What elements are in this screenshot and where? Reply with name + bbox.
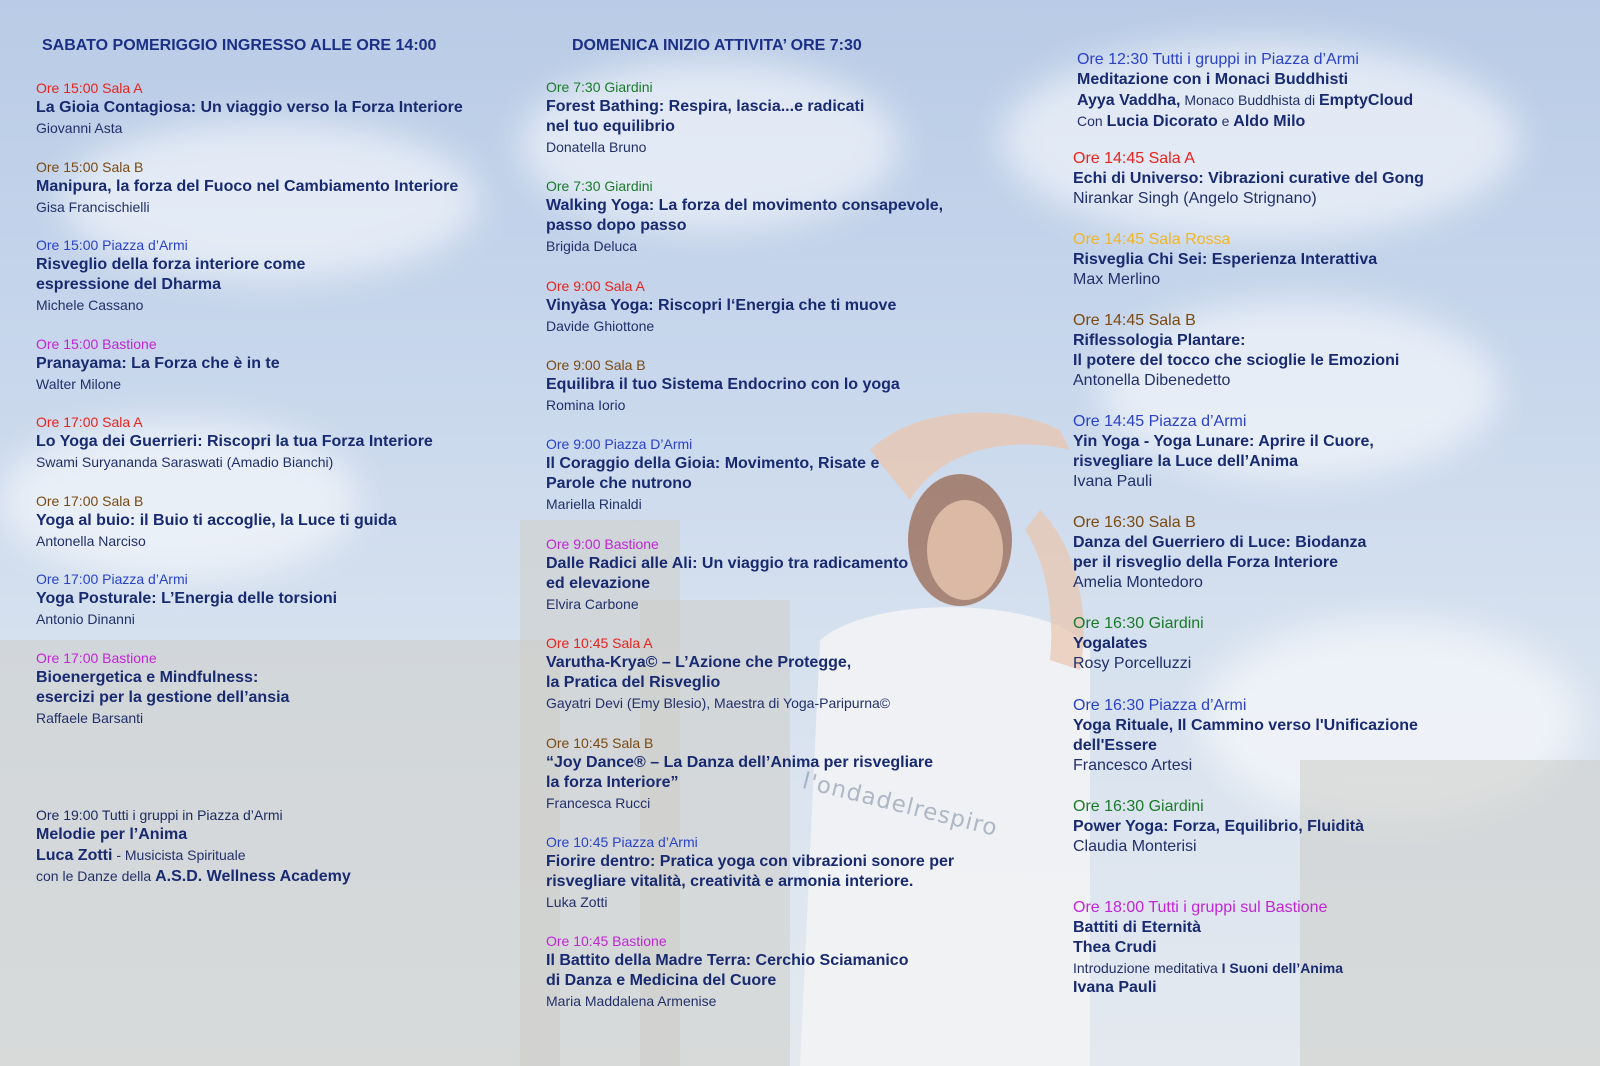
event-time: Ore 14:45 Sala Rossa [1073,231,1231,248]
event-time: Ore 7:30 Giardini [546,79,653,95]
event-title: Echi di Universo: Vibrazioni curative del Gong [1073,170,1424,187]
event-title: Il Coraggio della Gioia: Movimento, Risate e [546,455,880,472]
event-title: ed elevazione [546,575,651,592]
event-title: “Joy Dance® – La Danza dell’Anima per risvegliare [546,754,934,771]
event-title: Equilibra il tuo Sistema Endocrino con lo yoga [546,376,900,393]
event-item [546,733,933,813]
event-title: Il Battito della Madre Terra: Cerchio Sciamanico [546,952,909,969]
afternoon-first-event [1077,50,1413,132]
event-item [36,334,280,394]
speaker-role: - Musicista Spirituale [112,847,246,863]
event-time: Ore 9:00 Sala B [546,357,646,373]
event-time: Ore 16:30 Piazza d’Armi [1073,697,1247,714]
speaker-name: Antonio Dinanni [36,611,135,627]
event-item [546,77,864,157]
event-time: Ore 10:45 Piazza d’Armi [546,834,698,850]
event-time: Ore 14:45 Sala B [1073,312,1196,329]
afternoon-final-event [1073,898,1343,998]
event-item [1073,696,1418,776]
event-title: di Danza e Medicina del Cuore [546,972,777,989]
speaker-name: Walter Milone [36,376,122,392]
intro-prefix: Introduzione meditativa [1073,960,1222,976]
event-title: esercizi per la gestione dell’ansia [36,689,290,706]
event-time: Ore 19:00 Tutti i gruppi in Piazza d’Armi [36,807,283,823]
event-title: Parole che nutrono [546,475,692,492]
monk-role: Monaco Buddhista di [1180,92,1319,108]
speaker-name: Ivana Pauli [1073,473,1153,490]
event-title: Pranayama: La Forza che è in te [36,355,280,372]
sunday-header: DOMENICA INIZIO ATTIVITA’ ORE 7:30 [572,37,862,54]
event-title: risvegliare la Luce dell’Anima [1073,453,1298,470]
speaker-name: Max Merlino [1073,271,1161,288]
event-title: Meditazione con i Monaci Buddhisti [1077,71,1349,88]
event-time: Ore 15:00 Sala A [36,80,143,96]
and-conjunction: e [1217,113,1234,129]
event-item [1073,149,1424,209]
event-title: Risveglia Chi Sei: Esperienza Interattiva [1073,251,1378,268]
event-item [1073,311,1399,391]
guest-name: Aldo Milo [1233,113,1306,130]
saturday-final-event [36,805,351,887]
event-title: Il potere del tocco che scioglie le Emozioni [1073,352,1400,369]
event-time: Ore 15:00 Sala B [36,159,144,175]
event-title: passo dopo passo [546,217,687,234]
event-item [546,176,943,256]
event-item [36,235,305,315]
event-title: Manipura, la forza del Fuoco nel Cambiamento Interiore [36,178,459,195]
speaker-name: Ivana Pauli [1073,979,1157,996]
event-title: Danza del Guerriero di Luce: Biodanza [1073,534,1367,551]
monk-name: Ayya Vaddha, [1077,92,1181,109]
event-item [546,355,900,415]
event-title: Lo Yoga dei Guerrieri: Riscopri la tua Forza Interiore [36,433,433,450]
event-time: Ore 18:00 Tutti i gruppi sul Bastione [1073,899,1328,916]
speaker-name: Romina Iorio [546,397,626,413]
speaker-name: Donatella Bruno [546,139,647,155]
event-item [546,931,908,1011]
event-time: Ore 17:00 Piazza d’Armi [36,571,188,587]
speaker-name: Giovanni Asta [36,120,123,136]
speaker-name: Claudia Monterisi [1073,838,1197,855]
event-title: Walking Yoga: La forza del movimento consapevole, [546,197,944,214]
event-title: Varutha-Krya© – L’Azione che Protegge, [546,654,852,671]
event-item [546,276,896,336]
event-time: Ore 17:00 Sala A [36,414,143,430]
speaker-name: Antonella Narciso [36,533,146,549]
event-title: Yin Yoga - Yoga Lunare: Aprire il Cuore, [1073,433,1374,450]
event-item [546,832,954,912]
event-title: Vinyàsa Yoga: Riscopri l‘Energia che ti muove [546,297,897,314]
event-title: la Pratica del Risveglio [546,674,721,691]
intro-title: I Suoni dell’Anima [1221,960,1343,976]
speaker-name: Francesco Artesi [1073,757,1193,774]
event-title: Yoga al buio: il Buio ti accoglie, la Luce ti guida [36,512,397,529]
event-title: espressione del Dharma [36,276,221,293]
event-title: Melodie per l’Anima [36,826,188,843]
event-title: la forza Interiore” [546,774,679,791]
event-time: Ore 14:45 Piazza d’Armi [1073,413,1247,430]
speaker-name: Davide Ghiottone [546,318,655,334]
event-item [546,534,908,614]
event-title: Fiorire dentro: Pratica yoga con vibrazioni sonore per [546,853,955,870]
speaker-name: Luka Zotti [546,894,608,910]
event-item [1073,412,1374,492]
event-title: Yoga Rituale, Il Cammino verso l'Unificazione [1073,717,1418,734]
speaker-name: Michele Cassano [36,297,144,313]
saturday-header: SABATO POMERIGGIO INGRESSO ALLE ORE 14:00 [42,37,437,54]
event-title: Risveglio della forza interiore come [36,256,306,273]
event-time: Ore 15:00 Piazza d’Armi [36,237,188,253]
event-title: Forest Bathing: Respira, lascia...e radicati [546,98,865,115]
event-title: Yogalates [1073,635,1148,652]
event-time: Ore 17:00 Sala B [36,493,144,509]
event-time: Ore 15:00 Bastione [36,336,157,352]
event-item [36,78,463,138]
event-item [546,633,890,713]
academy-name: A.S.D. Wellness Academy [155,868,351,885]
speaker-name: Gisa Francischielli [36,199,150,215]
speaker-name: Elvira Carbone [546,596,639,612]
speaker-name: Maria Maddalena Armenise [546,993,717,1009]
organization-name: EmptyCloud [1318,92,1414,109]
speaker-name: Brigida Deluca [546,238,638,254]
speaker-name: Antonella Dibenedetto [1073,372,1231,389]
event-title: La Gioia Contagiosa: Un viaggio verso la Forza Interiore [36,99,463,116]
event-title: risvegliare vitalità, creatività e armonia interiore. [546,873,914,890]
event-item [1073,513,1366,593]
event-item [36,648,289,728]
event-title: per il risveglio della Forza Interiore [1073,554,1338,571]
event-time: Ore 14:45 Sala A [1073,150,1195,167]
event-time: Ore 16:30 Sala B [1073,514,1196,531]
event-time: Ore 9:00 Sala A [546,278,645,294]
event-time: Ore 9:00 Bastione [546,536,659,552]
event-time: Ore 16:30 Giardini [1073,615,1204,632]
speaker-name: Mariella Rinaldi [546,496,642,512]
event-item [1073,230,1377,290]
event-time: Ore 17:00 Bastione [36,650,157,666]
event-title: Riflessologia Plantare: [1073,332,1246,349]
guest-name: Lucia Dicorato [1106,113,1218,130]
speaker-name: Francesca Rucci [546,795,651,811]
event-title: Dalle Radici alle Ali: Un viaggio tra radicamento [546,555,909,572]
event-time: Ore 10:45 Bastione [546,933,667,949]
event-time: Ore 9:00 Piazza D’Armi [546,436,693,452]
dance-prefix: con le Danze della [36,868,156,884]
event-item [36,569,337,629]
event-title: Power Yoga: Forza, Equilibrio, Fluidità [1073,818,1364,835]
event-item [1073,797,1364,857]
event-title: Battiti di Eternità [1073,919,1202,936]
event-time: Ore 10:45 Sala A [546,635,653,651]
event-title: Yoga Posturale: L’Energia delle torsioni [36,590,338,607]
event-time: Ore 7:30 Giardini [546,178,653,194]
speaker-name: Raffaele Barsanti [36,710,144,726]
speaker-name: Nirankar Singh (Angelo Strignano) [1073,190,1317,207]
event-item [36,412,433,472]
event-title: dell'Essere [1073,737,1157,754]
speaker-name: Luca Zotti [36,847,113,864]
speaker-name: Rosy Porcelluzzi [1073,655,1192,672]
watermark-logo: l'ondadelrespiro [799,768,1001,842]
with-prefix: Con [1077,113,1107,129]
speaker-name: Swami Suryananda Saraswati (Amadio Bianchi) [36,454,334,470]
event-item [546,434,879,514]
event-item [1073,614,1204,674]
event-time: Ore 16:30 Giardini [1073,798,1204,815]
speaker-name: Amelia Montedoro [1073,574,1203,591]
event-item [36,157,458,217]
event-title: Bioenergetica e Mindfulness: [36,669,259,686]
speaker-name: Gayatri Devi (Emy Blesio), Maestra di Yoga-Paripurna© [546,695,891,711]
event-title: nel tuo equilibrio [546,118,675,135]
speaker-name: Thea Crudi [1073,939,1157,956]
event-time: Ore 10:45 Sala B [546,735,654,751]
event-time: Ore 12:30 Tutti i gruppi in Piazza d’Armi [1077,51,1359,68]
event-item [36,491,397,551]
